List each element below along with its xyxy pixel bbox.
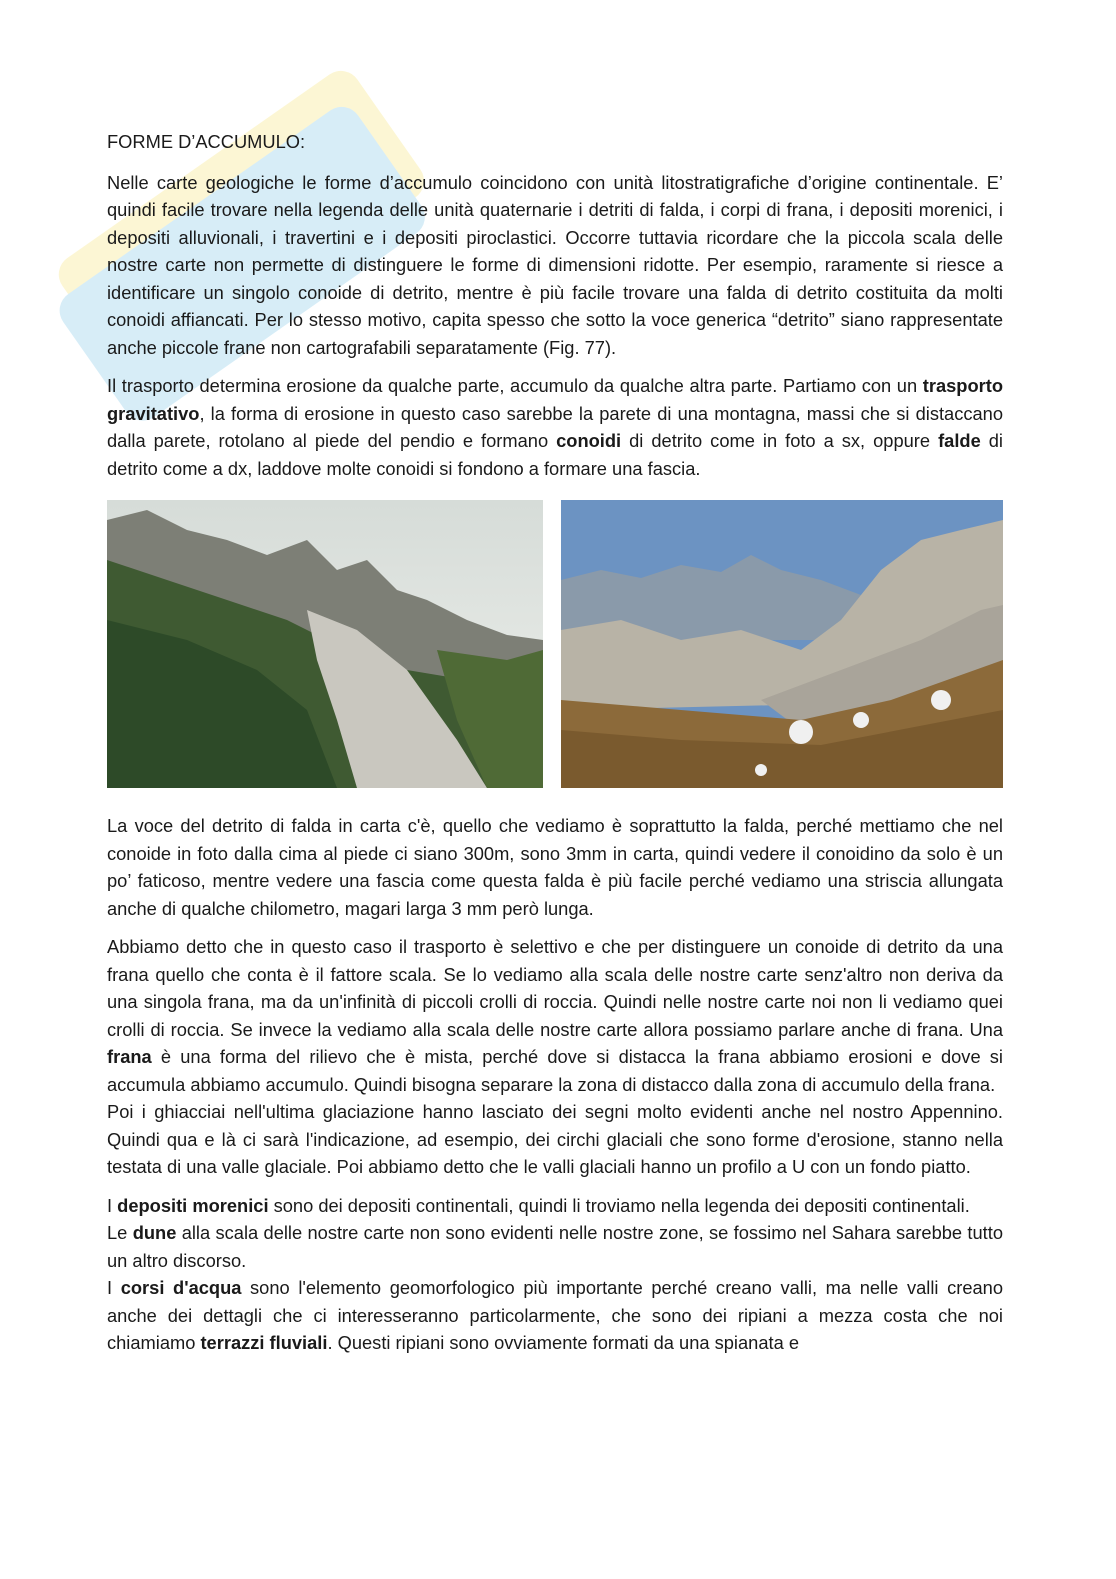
paragraph-1: Nelle carte geologiche le forme d’accumulo coincidono con unità litostratigrafiche d’origine continentale. E’ quindi facile trovare nella legenda delle unità quaternarie i detriti di falda, i corpi di frana, i depositi morenici, i depositi alluvionali, i travertini e i depositi piroclastici. Occorre tuttavia ricordare che la piccola scala delle nostre carte non permette di distinguere le forme di dimensioni ridotte. Per esempio, raramente si riesce a identificare un singolo conoide di detrito, mentre è più facile trovare una falda di detrito costituita da molti conoidi affiancati. Per lo stesso motivo, capita spesso che sotto la voce generica “detrito” siano rappresentate anche piccole frane non cartografabili separatamente (Fig. 77). [107, 171, 1003, 358]
photo-falda-detrito [561, 500, 1003, 788]
paragraph-5: Poi i ghiacciai nell'ultima glaciazione hanno lasciato dei segni molto evidenti anche nel nostro Appennino. Quindi qua e là ci sarà l'indicazione, ad esempio, dei circhi glaciali che sono forme d'erosione, stanno nella testata di una valle glaciale. Poi abbiamo detto che le valli glaciali hanno un profilo a U con un fondo piatto. [107, 1101, 1003, 1177]
paragraph-3: La voce del detrito di falda in carta c'è, quello che vediamo è soprattutto la falda, perché mettiamo che nel conoide in foto dalla cima al piede ci siano 300m, sono 3mm in carta, quindi vedere il conoidino da solo è un po’ faticoso, mentre vedere una fascia come questa falda è più facile perché vediamo una striscia allungata anche di qualche chilometro, magari larga 3 mm però lunga. [107, 815, 1003, 919]
photo-conoide-detrito [107, 500, 543, 788]
section-heading: FORME D’ACCUMULO: [107, 131, 306, 152]
paragraph-6: I depositi morenici sono dei depositi continentali, quindi li troviamo nella legenda dei depositi continentali. [107, 1194, 970, 1216]
paragraph-2: Il trasporto determina erosione da qualche parte, accumulo da qualche altra parte. Partiamo con un trasporto gravitativo, la forma di erosione in questo caso sarebbe la parete di una montagna, massi che si distaccano dalla parete, rotolano al piede del pendio e formano conoidi di detrito come in foto a sx, oppure falde di detrito come a dx, laddove molte conoidi si fondono a formare una fascia. [107, 375, 1003, 479]
document-page [107, 128, 1003, 1357]
paragraph-7: Le dune alla scala delle nostre carte non sono evidenti nelle nostre zone, se fossimo nel Sahara sarebbe tutto un altro discorso. [107, 1222, 1003, 1271]
paragraph-8: I corsi d'acqua sono l'elemento geomorfologico più importante perché creano valli, ma nelle valli creano anche dei dettagli che ci interesseranno particolarmente, che sono dei ripiani a mezza costa che noi chiamiamo terrazzi fluviali. Questi ripiani sono ovviamente formati da una spianata e [107, 1277, 1003, 1353]
paragraph-4: Abbiamo detto che in questo caso il trasporto è selettivo e che per distinguere un conoide di detrito da una frana quello che conta è il fattore scala. Se lo vediamo alla scala delle nostre carte senz'altro non deriva da una singola frana, ma da un'infinità di piccoli crolli di roccia. Quindi nelle nostre carte noi non li vediamo quei crolli di roccia. Se invece la vediamo alla scala delle nostre carte allora possiamo parlare anche di frana. Una frana è una forma del rilievo che è mista, perché dove si distacca la frana abbiamo erosioni e dove si accumula abbiamo accumulo. Quindi bisogna separare la zona di distacco dalla zona di accumulo della frana. [107, 936, 1003, 1095]
photo-row [107, 500, 1003, 790]
